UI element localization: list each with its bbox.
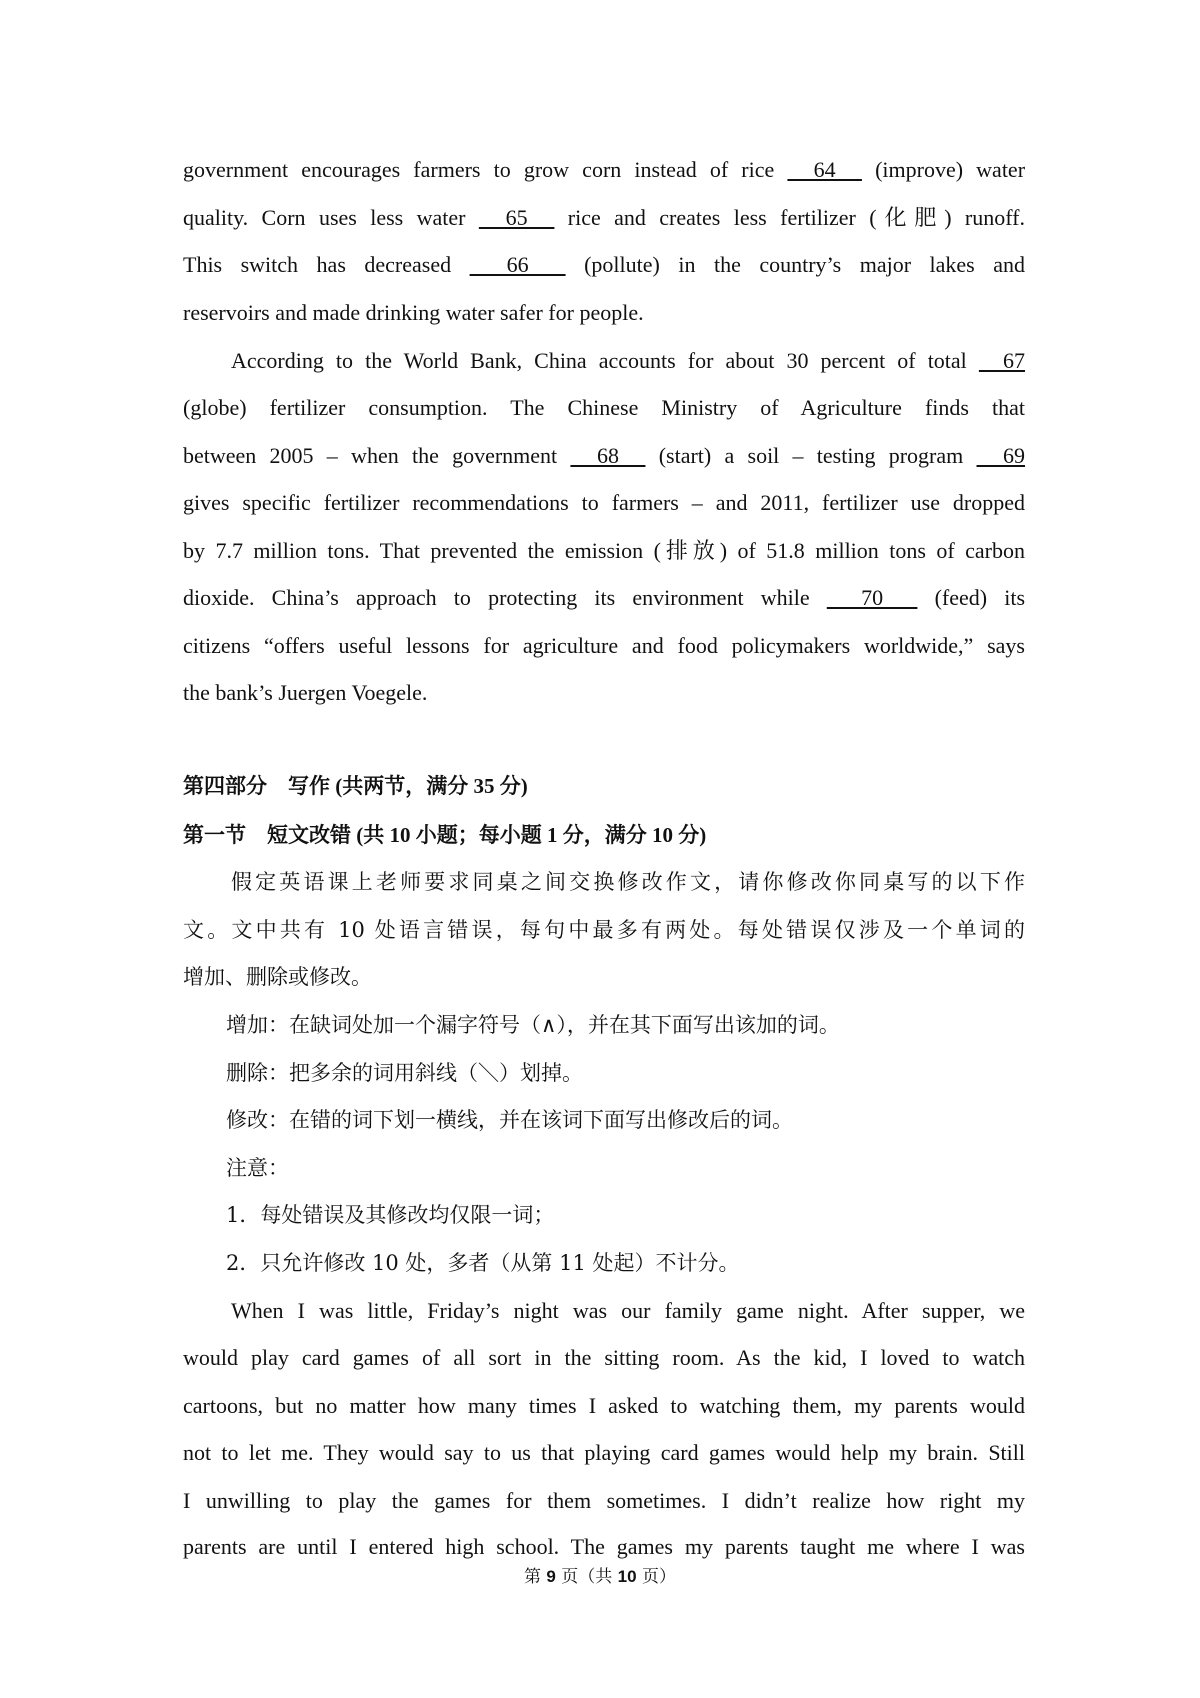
blank-65: 65 [478,205,555,230]
blank-68: 68 [570,443,646,468]
instruction-line: 1．每处错误及其修改均仅限一词； [226,1203,555,1227]
text: (feed) its [917,585,1026,610]
text: (start) a soil – testing program [645,443,977,468]
page-number: 9 [546,1567,556,1586]
text: (pollute) in the country’s major lakes and [565,252,1025,277]
section-heading: 第四部分 写作 (共两节，满分 35 分) [183,774,528,798]
instruction-line: 修改：在错的词下划一横线，并在该词下面写出修改后的词。 [226,1108,793,1132]
text: 第 [523,1567,547,1587]
blank-67: 67 [978,348,1026,373]
text: dioxide. China’s approach to protecting its environment while [183,585,827,610]
essay-line: When I was little, Friday’s night was our family game night. After supper, we [231,1298,1025,1323]
text: 页） [636,1567,676,1587]
essay-line: would play card games of all sort in the sitting room. As the kid, I loved to watch [183,1345,1025,1370]
instruction-line: 假定英语课上老师要求同桌之间交换修改作文，请你修改你同桌写的以下作 [231,870,1025,894]
passage-line [183,204,1025,232]
passage-line: gives specific fertilizer recommendations to farmers – and 2011, fertilizer use dropped [183,490,1025,515]
instruction-line: 增加、删除或修改。 [183,965,372,989]
text: According to the World Bank, China accounts for about 30 percent of total [231,348,979,373]
blank-69: 69 [976,443,1026,468]
instruction-line: 增加：在缺词处加一个漏字符号（∧），并在其下面写出该加的词。 [226,1013,840,1037]
instruction-line: 2．只允许修改 10 处，多者（从第 11 处起）不计分。 [226,1251,740,1275]
passage-line [183,251,1025,279]
blank-70: 70 [826,585,918,610]
passage-line: citizens “offers useful lessons for agriculture and food policymakers worldwide,” says [183,633,1025,658]
page-total: 10 [617,1567,637,1586]
blank-66: 66 [469,252,566,277]
text: This switch has decreased [183,252,470,277]
page-footer [0,1562,1200,1587]
essay-line: not to let me. They would say to us that playing card games would help my brain. Still [183,1440,1025,1465]
passage-line: reservoirs and made drinking water safer for people. [183,300,644,325]
blank-64: 64 [787,157,862,182]
essay-line: parents are until I entered high school. The games my parents taught me where I was [183,1534,1025,1559]
text: rice and creates less fertilizer (化肥) runoff. [554,205,1026,230]
passage-line: (globe) fertilizer consumption. The Chinese Ministry of Agriculture finds that [183,395,1025,420]
instruction-line: 删除：把多余的词用斜线（＼）划掉。 [226,1061,583,1085]
passage-line: the bank’s Juergen Voegele. [183,680,428,705]
passage-line [231,347,1025,375]
instruction-line: 文。文中共有 10 处语言错误，每句中最多有两处。每处错误仅涉及一个单词的 [183,918,1025,942]
passage-line [183,584,1025,612]
essay-line: I unwilling to play the games for them sometimes. I didn’t realize how right my [183,1488,1025,1513]
text: 页（共 [555,1567,618,1587]
subsection-heading: 第一节 短文改错 (共 10 小题；每小题 1 分，满分 10 分) [183,823,707,847]
text: between 2005 – when the government [183,443,571,468]
essay-line: cartoons, but no matter how many times I asked to watching them, my parents would [183,1393,1025,1418]
passage-line [183,156,1025,184]
instruction-line: 注意： [226,1156,289,1180]
text: government encourages farmers to grow corn instead of rice [183,157,788,182]
passage-line: by 7.7 million tons. That prevented the emission (排放) of 51.8 million tons of carbon [183,538,1025,563]
text: (improve) water [861,157,1026,182]
text: quality. Corn uses less water [183,205,479,230]
passage-line [183,442,1025,470]
